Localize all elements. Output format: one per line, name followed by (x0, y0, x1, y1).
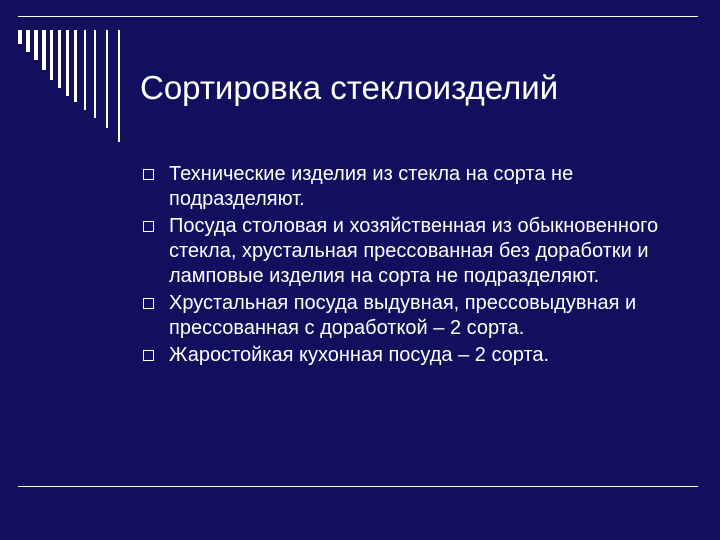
stripe-bar (74, 30, 77, 102)
bottom-divider (18, 486, 698, 487)
top-divider (18, 16, 698, 17)
stripe-bar (106, 30, 108, 128)
stripe-bar (18, 30, 22, 44)
bullet-item (141, 343, 681, 368)
bullet-text: Посуда столовая и хозяйственная из обыкновенного стекла, хрустальная прессованная без доработки и ламповые изделия на сорта не подразделяют. (169, 215, 659, 287)
bullet-list (141, 162, 681, 370)
stripe-bar (34, 30, 38, 60)
stripe-bar (84, 30, 86, 110)
stripe-bar (66, 30, 69, 96)
stripe-bar (42, 30, 46, 70)
bullet-text: Хрустальная посуда выдувная, прессовыдувная и прессованная с доработкой – 2 сорта. (169, 292, 637, 339)
square-bullet-icon (143, 169, 154, 180)
bullet-text: Технические изделия из стекла на сорта не подразделяют. (169, 163, 574, 210)
bullet-item (141, 291, 681, 341)
square-bullet-icon (143, 350, 154, 361)
striped-decoration (18, 30, 128, 145)
bullet-text: Жаростойкая кухонная посуда – 2 сорта. (169, 344, 550, 366)
square-bullet-icon (143, 221, 154, 232)
bullet-item (141, 214, 681, 289)
bullet-item (141, 162, 681, 212)
stripe-bar (94, 30, 96, 118)
square-bullet-icon (143, 298, 154, 309)
stripe-bar (118, 30, 120, 142)
stripe-bar (50, 30, 53, 80)
stripe-bar (58, 30, 61, 88)
slide-title: Сортировка стеклоизделий (140, 69, 559, 106)
stripe-bar (26, 30, 30, 52)
